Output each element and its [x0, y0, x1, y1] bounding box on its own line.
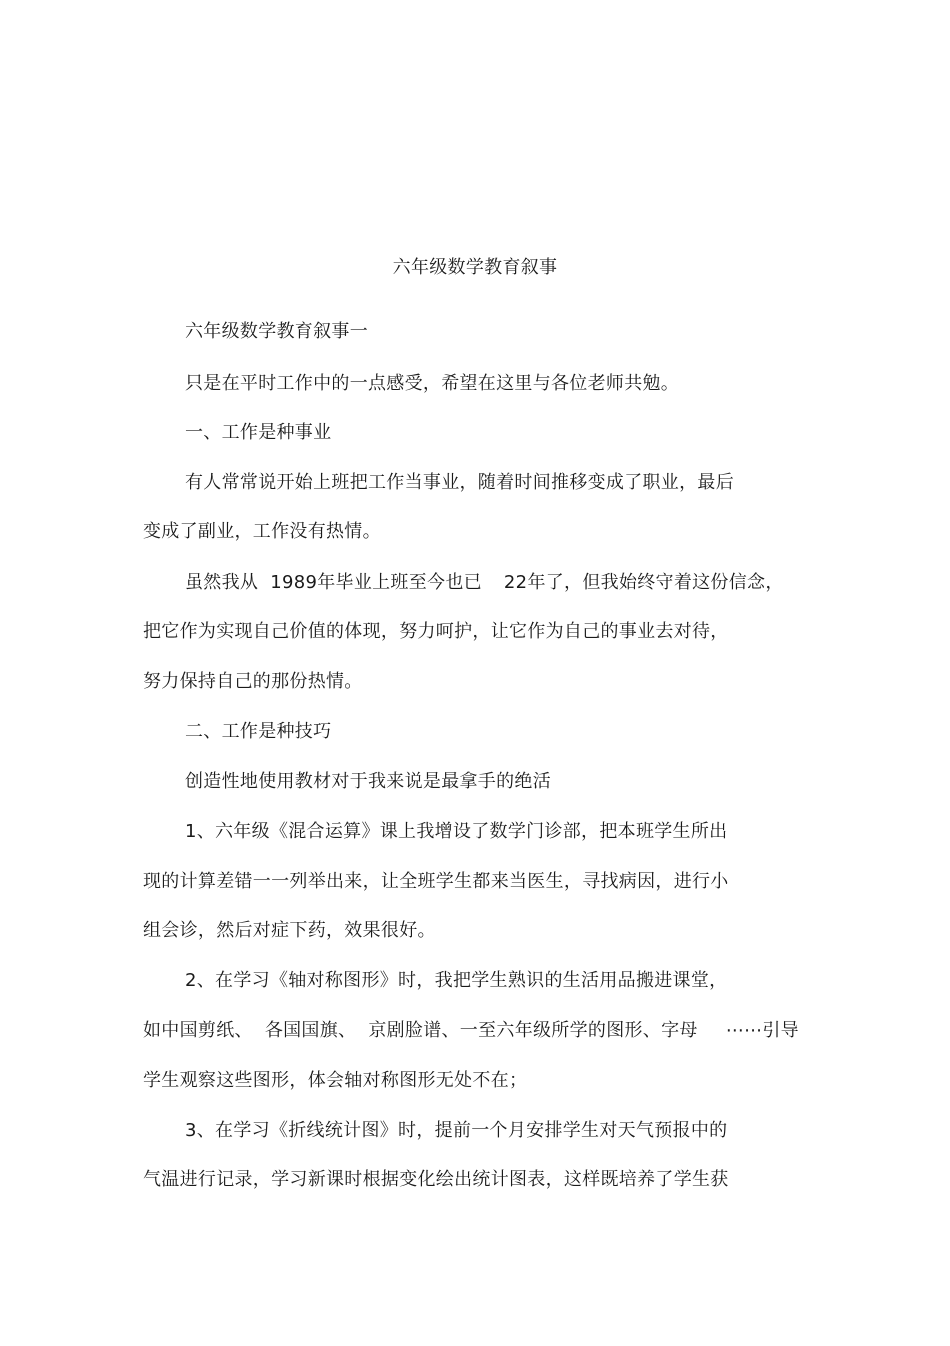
text-segment: ⋯⋯引导 — [725, 1020, 799, 1041]
paragraph-line: 创造性地使用教材对于我来说是最拿手的绝活 — [185, 771, 551, 792]
paragraph-line: 组会诊，然后对症下药，效果很好。 — [143, 920, 436, 941]
text-segment: 京剧脸谱、一至六年级所学的图形、字母 — [368, 1020, 698, 1041]
text-segment: 年毕业上班至今也已 — [317, 572, 482, 593]
text-segment: 22 — [503, 572, 528, 593]
paragraph-line: 把它作为实现自己价值的体现，努力呵护，让它作为自己的事业去对待， — [143, 621, 729, 642]
section-heading: 二、工作是种技巧 — [185, 721, 332, 742]
text-segment: 如中国剪纸、 — [143, 1020, 253, 1041]
text-segment: 1989 — [270, 572, 318, 593]
paragraph-line: 现的计算差错一一列举出来，让全班学生都来当医生，寻找病因，进行小 — [143, 871, 729, 892]
paragraph-line: 有人常常说开始上班把工作当事业，随着时间推移变成了职业，最后 — [185, 472, 734, 493]
subtitle-line: 六年级数学教育叙事一 — [185, 321, 368, 342]
paragraph-line: 努力保持自己的那份热情。 — [143, 671, 363, 692]
paragraph-line: 1、六年级《混合运算》课上我增设了数学门诊部，把本班学生所出 — [185, 821, 728, 842]
paragraph-line: 只是在平时工作中的一点感受，希望在这里与各位老师共勉。 — [185, 373, 680, 394]
text-segment: 虽然我从 — [185, 572, 259, 593]
paragraph-line: 2、在学习《轴对称图形》时，我把学生熟识的生活用品搬进课堂， — [185, 970, 728, 991]
paragraph-line: 学生观察这些图形，体会轴对称图形无处不在； — [143, 1070, 528, 1091]
section-heading: 一、工作是种事业 — [185, 422, 332, 443]
paragraph-line: 气温进行记录，学习新课时根据变化绘出统计图表，这样既培养了学生获 — [143, 1169, 729, 1190]
paragraph-line — [185, 571, 784, 595]
paragraph-line: 3、在学习《折线统计图》时，提前一个月安排学生对天气预报中的 — [185, 1120, 728, 1141]
text-segment: 年了，但我始终守着这份信念， — [527, 572, 784, 593]
paragraph-line — [143, 1019, 799, 1043]
paragraph-line: 变成了副业，工作没有热情。 — [143, 521, 381, 542]
text-segment: 各国国旗、 — [264, 1020, 357, 1041]
document-title: 六年级数学教育叙事 — [392, 257, 558, 278]
